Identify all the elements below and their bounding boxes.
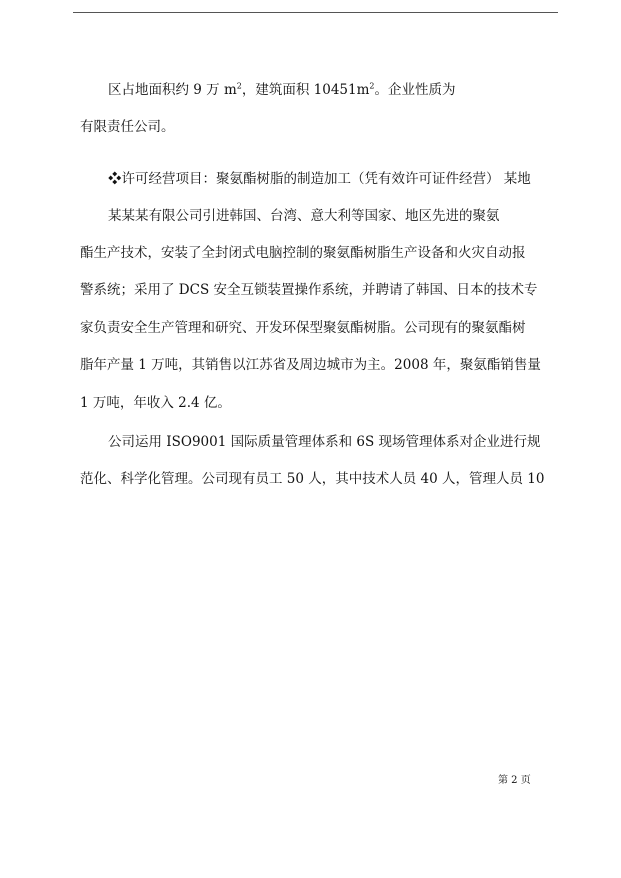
text-segment: ，建筑面积 10451m — [241, 82, 370, 98]
header-rule — [73, 12, 558, 13]
superscript: 2 — [369, 81, 375, 91]
paragraph-2-line-5: 家负责安全生产管理和研究、开发环保型聚氨酯树脂。公司现有的聚氨酯树 — [80, 320, 526, 336]
paragraph-2-line-3: 酯生产技术，安装了全封闭式电脑控制的聚氨酯树脂生产设备和火灾自动报 — [80, 245, 526, 261]
text-segment: 区占地面积约 9 万 m — [108, 82, 237, 98]
paragraph-2-line-2: 某某某有限公司引进韩国、台湾、意大利等国家、地区先进的聚氨 — [108, 208, 500, 224]
paragraph-1-line-1 — [108, 82, 456, 98]
paragraph-2-line-1: ❖许可经营项目：聚氨酯树脂的制造加工（凭有效许可证件经营） 某地 — [108, 171, 531, 187]
page-number: 第 2 页 — [498, 775, 531, 786]
paragraph-1-line-2: 有限责任公司。 — [80, 119, 175, 135]
text-segment: 。企业性质为 — [374, 82, 456, 98]
paragraph-2-line-4: 警系统；采用了 DCS 安全互锁装置操作系统，并聘请了韩国、日本的技术专 — [80, 282, 538, 298]
paragraph-3-line-1: 公司运用 ISO9001 国际质量管理体系和 6S 现场管理体系对企业进行规 — [108, 434, 541, 450]
paragraph-2-line-6: 脂年产量 1 万吨，其销售以江苏省及周边城市为主。2008 年，聚氨酯销售量 — [80, 357, 541, 373]
superscript: 2 — [236, 81, 242, 91]
paragraph-3-line-2: 范化、科学化管理。公司现有员工 50 人，其中技术人员 40 人，管理人员 10 — [80, 471, 545, 487]
paragraph-2-line-7: 1 万吨，年收入 2.4 亿。 — [80, 395, 231, 411]
